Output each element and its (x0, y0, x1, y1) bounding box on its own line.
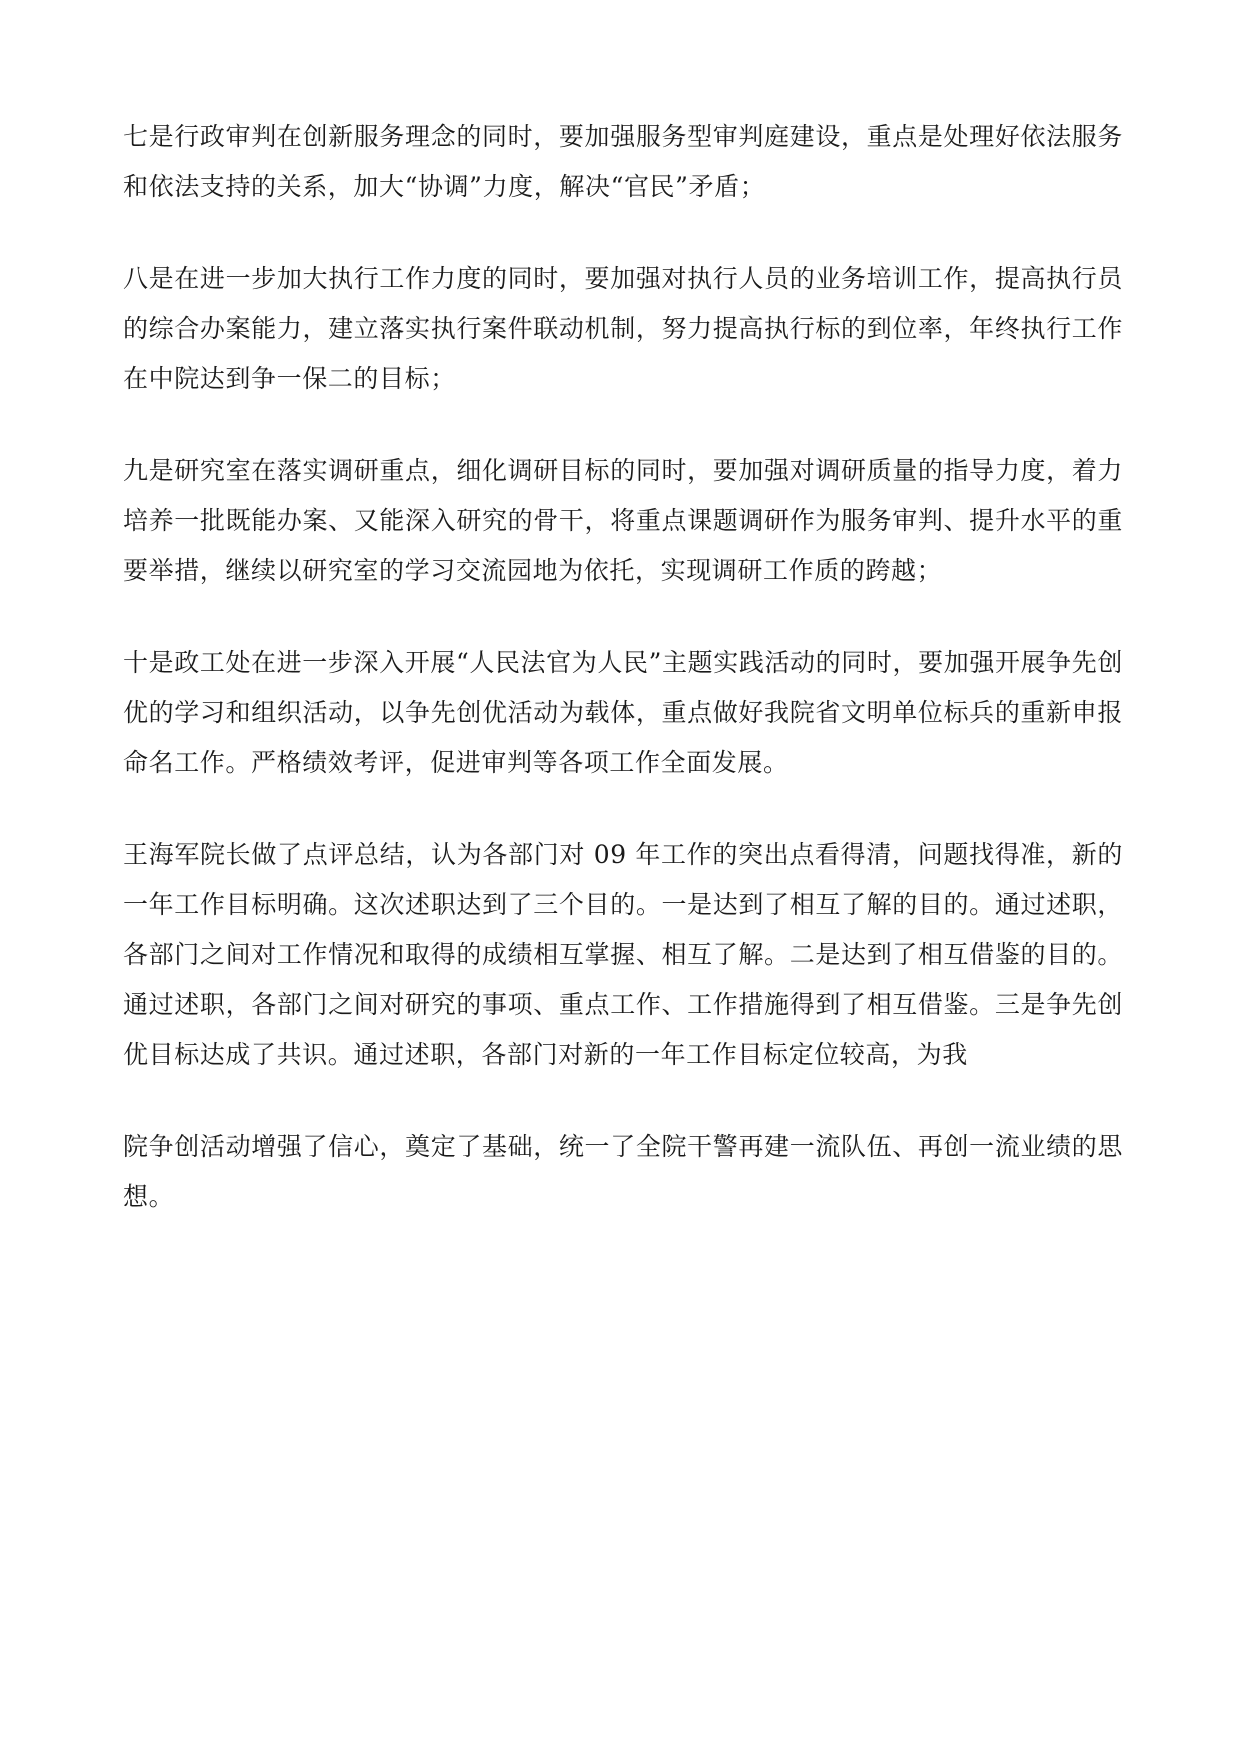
paragraph-research-office: 九是研究室在落实调研重点，细化调研目标的同时，要加强对调研质量的指导力度，着力培养一批既能办案、又能深入研究的骨干，将重点课题调研作为服务审判、提升水平的重要举措，继续以研究室的学习交流园地为依托，实现调研工作质的跨越； (123, 456, 1123, 585)
paragraph-administrative-trial: 七是行政审判在创新服务理念的同时，要加强服务型审判庭建设，重点是处理好依法服务和依法支持的关系，加大“协调”力度，解决“官民”矛盾； (123, 122, 1123, 201)
document-body (123, 112, 1123, 1264)
paragraph-summary-continued: 院争创活动增强了信心，奠定了基础，统一了全院干警再建一流队伍、再创一流业绩的思想。 (123, 1132, 1123, 1211)
paragraph-enforcement-work: 八是在进一步加大执行工作力度的同时，要加强对执行人员的业务培训工作，提高执行员的综合办案能力，建立落实执行案件联动机制，努力提高执行标的到位率，年终执行工作在中院达到争一保二的目标； (123, 264, 1123, 393)
paragraph-president-summary: 王海军院长做了点评总结，认为各部门对 09 年工作的突出点看得清，问题找得准，新的一年工作目标明确。这次述职达到了三个目的。一是达到了相互了解的目的。通过述职，各部门之间对工作情况和取得的成绩相互掌握、相互了解。二是达到了相互借鉴的目的。通过述职，各部门之间对研究的事项、重点工作、工作措施得到了相互借鉴。三是争先创优目标达成了共识。通过述职，各部门对新的一年工作目标定位较高，为我 (123, 840, 1123, 1069)
paragraph-political-department: 十是政工处在进一步深入开展“人民法官为人民”主题实践活动的同时，要加强开展争先创优的学习和组织活动，以争先创优活动为载体，重点做好我院省文明单位标兵的重新申报命名工作。严格绩效考评，促进审判等各项工作全面发展。 (123, 648, 1123, 777)
